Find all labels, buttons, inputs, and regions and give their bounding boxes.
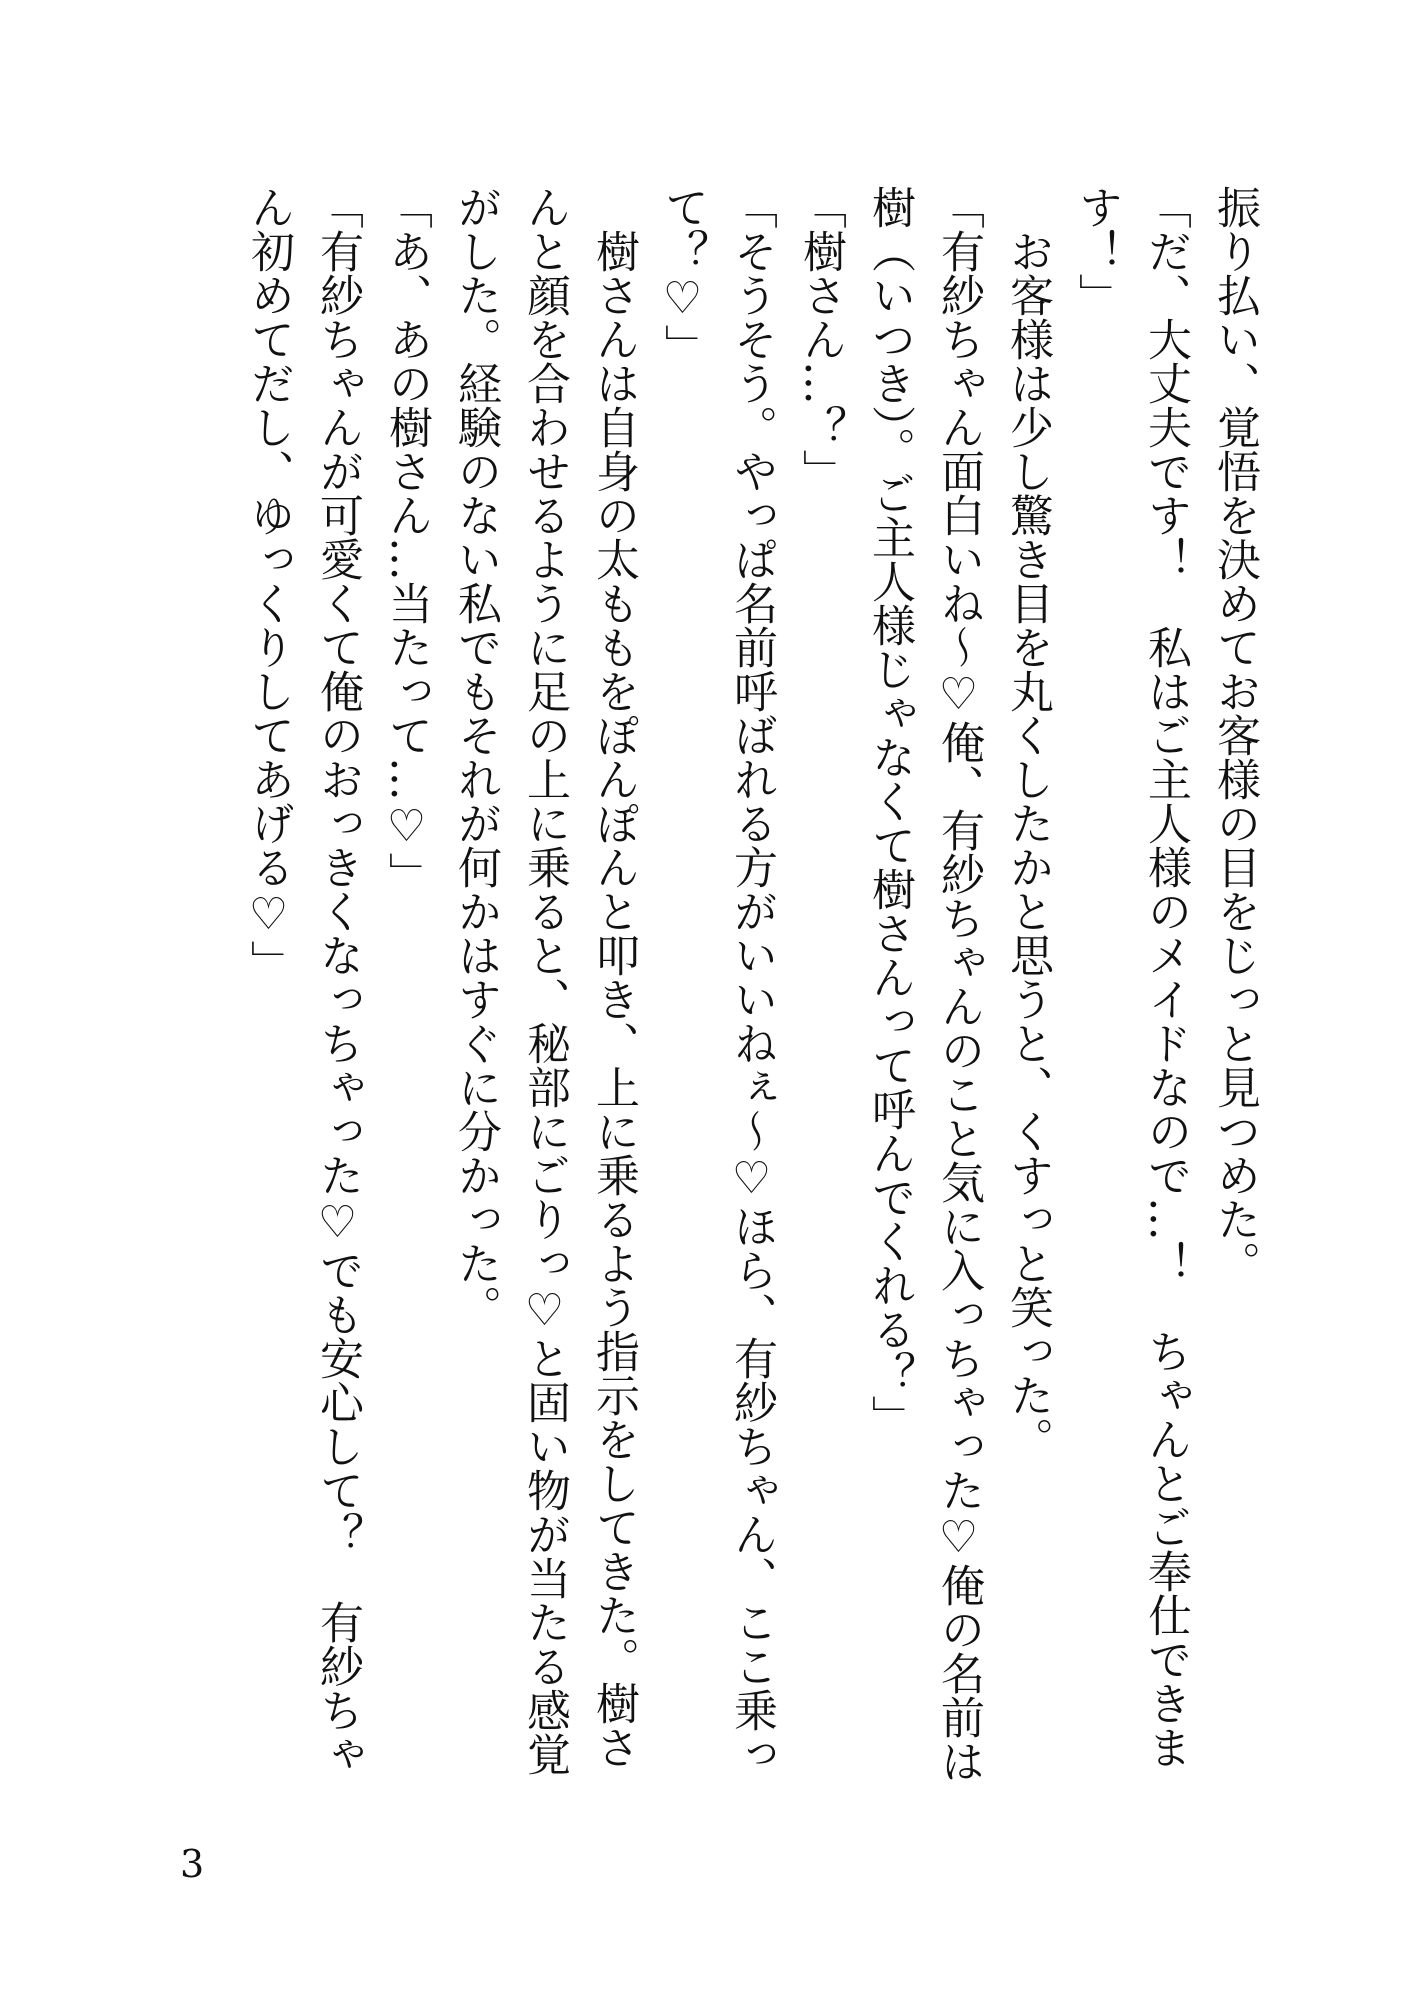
text-line: 樹（いつき）。ご主人様じゃなくて樹さんって呼んでくれる？」 <box>864 185 915 1439</box>
text-line: がした。経験のない私でもそれが何かはすぐに分かった。 <box>450 185 501 1329</box>
text-line: す！」 <box>1071 185 1122 317</box>
page-number: 3 <box>180 1842 205 1886</box>
text-line: お客様は少し驚き目を丸くしたかと思うと、くすっと笑った。 <box>1002 185 1053 1461</box>
text-line: 「有紗ちゃん面白いね〜♡俺、有紗ちゃんのこと気に入っちゃった♡俺の名前は <box>933 185 984 1783</box>
text-line: んと顔を合わせるように足の上に乗ると、秘部にごりっ♡と固い物が当たる感覚 <box>519 185 570 1776</box>
text-line: て？♡」 <box>657 185 708 368</box>
text-line: 「有紗ちゃんが可愛くて俺のおっきくなっちゃった♡でも安心して？ 有紗ちゃ <box>312 185 363 1776</box>
text-line: 「そうそう。やっぱ名前呼ばれる方がいいねぇ〜♡ほら、有紗ちゃん、ここ乗っ <box>726 185 777 1776</box>
text-line: 「あ、あの樹さん…当たって…♡」 <box>381 185 432 896</box>
body-text <box>159 185 1269 1845</box>
text-line: ん初めてだし、ゆっくりしてあげる♡」 <box>243 185 294 984</box>
text-line: 樹さんは自身の太ももをぽんぽんと叩き、上に乗るよう指示をしてきた。樹さ <box>588 185 639 1769</box>
text-line: 振り払い、覚悟を決めてお客様の目をじっと見つめた。 <box>1209 185 1260 1285</box>
text-line: 「樹さん…？」 <box>795 185 846 493</box>
text-line: 「だ、大丈夫です！ 私はご主人様のメイドなので…！ ちゃんとご奉仕できま <box>1140 185 1191 1769</box>
